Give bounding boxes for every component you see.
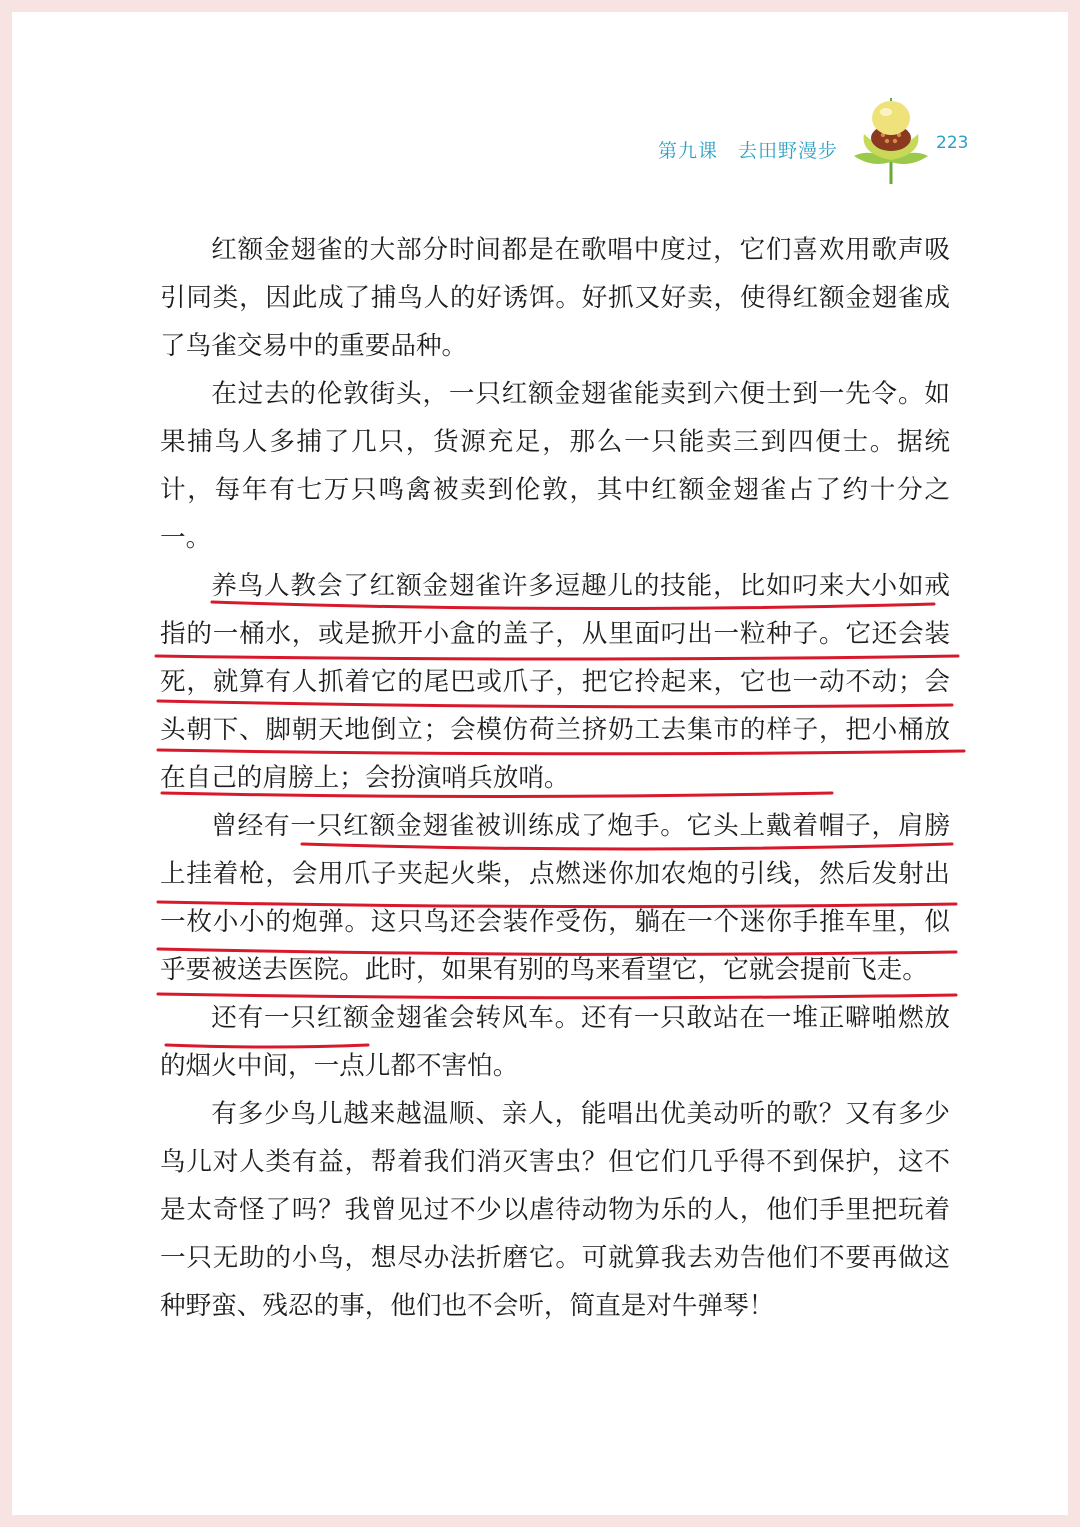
- paragraph: 曾经有一只红额金翅雀被训练成了炮手。它头上戴着帽子，肩膀上挂着枪，会用爪子夹起火柴，点燃迷你加农炮的引线，然后发射出一枚小小的炮弹。这只鸟还会装作受伤，躺在一个迷你手推车里，似乎要被送去医院。此时，如果有别的鸟来看望它，它就会提前飞走。: [160, 811, 950, 985]
- chapter-label: 第九课: [658, 140, 719, 162]
- paragraph: 在过去的伦敦街头，一只红额金翅雀能卖到六便士到一先令。如果捕鸟人多捕了几只，货源充足，那么一只能卖三到四便士。据统计，每年有七万只鸣禽被卖到伦敦，其中红额金翅雀占了约十分之一。: [160, 379, 950, 553]
- paragraph: 红额金翅雀的大部分时间都是在歌唱中度过，它们喜欢用歌声吸引同类，因此成了捕鸟人的好诱饵。好抓又好卖，使得红额金翅雀成了鸟雀交易中的重要品种。: [160, 235, 950, 361]
- book-page: [12, 12, 1068, 1515]
- chapter-heading: [658, 136, 838, 163]
- plant-seed-icon: [850, 98, 932, 186]
- lesson-title: 去田野漫步: [738, 140, 839, 162]
- paragraph: 养鸟人教会了红额金翅雀许多逗趣儿的技能，比如叼来大小如戒指的一桶水，或是掀开小盒的盖子，从里面叼出一粒种子。它还会装死，就算有人抓着它的尾巴或爪子，把它拎起来，它也一动不动；会头朝下、脚朝天地倒立；会模仿荷兰挤奶工去集市的样子，把小桶放在自己的肩膀上；会扮演哨兵放哨。: [160, 571, 950, 793]
- page-header: [12, 98, 1068, 188]
- paragraph: 还有一只红额金翅雀会转风车。还有一只敢站在一堆正噼啪燃放的烟火中间，一点儿都不害怕。: [160, 1003, 950, 1081]
- body-text: [160, 226, 950, 1330]
- page-number: 223: [936, 133, 969, 153]
- paragraph: 有多少鸟儿越来越温顺、亲人，能唱出优美动听的歌？又有多少鸟儿对人类有益，帮着我们消灭害虫？但它们几乎得不到保护，这不是太奇怪了吗？我曾见过不少以虐待动物为乐的人，他们手里把玩着一只无助的小鸟，想尽办法折磨它。可就算我去劝告他们不要再做这种野蛮、残忍的事，他们也不会听，简直是对牛弹琴！: [160, 1099, 950, 1321]
